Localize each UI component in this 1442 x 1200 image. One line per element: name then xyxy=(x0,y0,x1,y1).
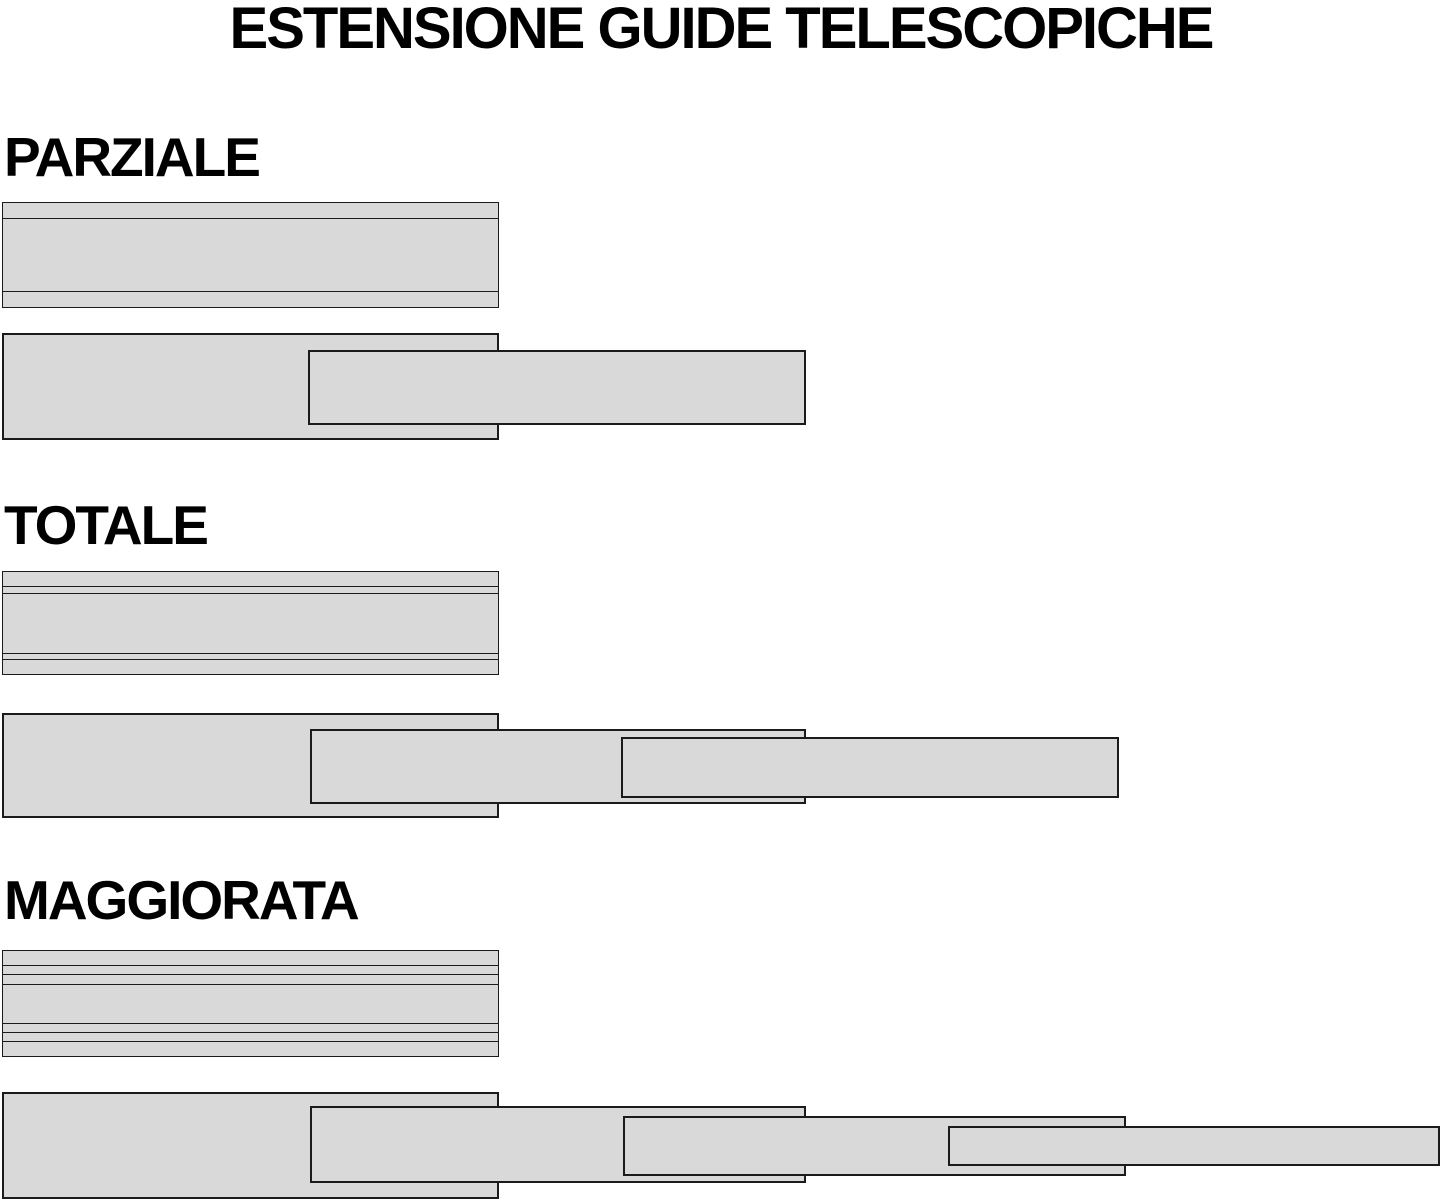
totale-closed-rail-3 xyxy=(2,593,499,654)
section-label-totale: TOTALE xyxy=(4,494,207,556)
section-label-parziale: PARZIALE xyxy=(4,126,259,188)
page-title: ESTENSIONE GUIDE TELESCOPICHE xyxy=(229,0,1213,61)
maggiorata-closed-rail-4 xyxy=(2,984,499,1024)
maggiorata-extended-rail-4 xyxy=(948,1126,1440,1166)
section-label-maggiorata: MAGGIORATA xyxy=(4,869,358,931)
totale-extended-rail-3 xyxy=(621,737,1119,798)
parziale-extended-rail-2 xyxy=(308,350,806,425)
parziale-closed-rail-2 xyxy=(2,218,499,292)
